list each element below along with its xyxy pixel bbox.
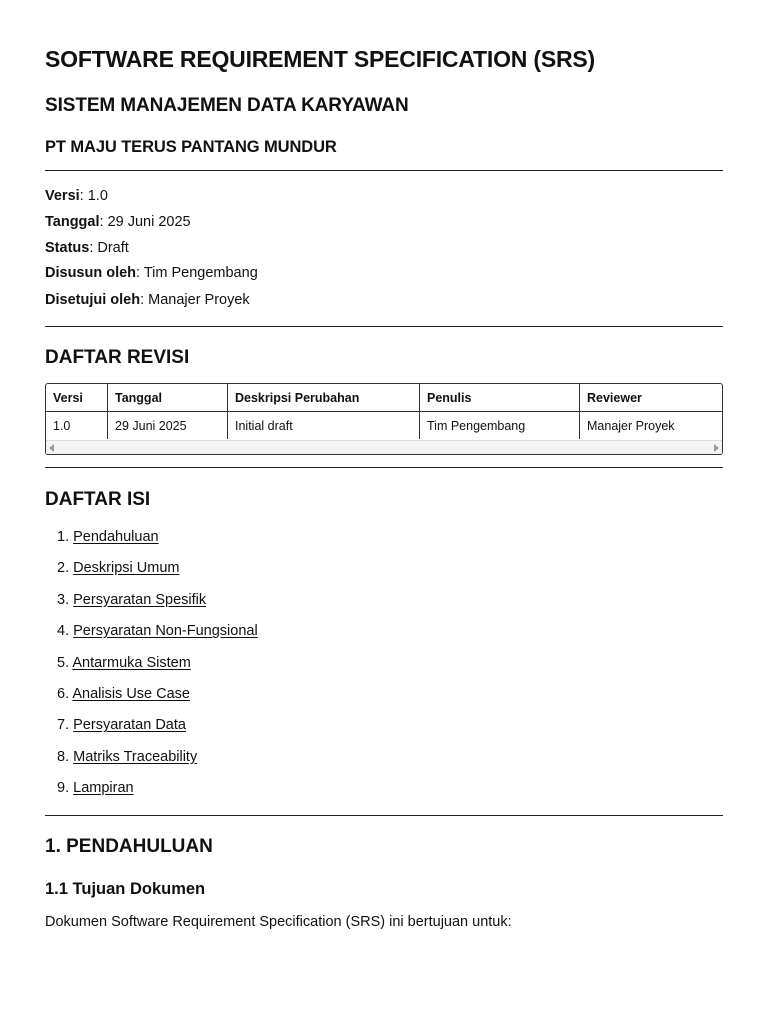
toc-link-persyaratan-spesifik[interactable]: Persyaratan Spesifik [73, 591, 207, 608]
toc-link-persyaratan-data[interactable]: Persyaratan Data [73, 717, 186, 734]
meta-label: Disusun oleh [45, 265, 137, 281]
divider [45, 467, 723, 468]
meta-value: : 29 Juni 2025 [99, 214, 191, 230]
toc-link-pendahuluan[interactable]: Pendahuluan [73, 529, 159, 545]
document-title: SOFTWARE REQUIREMENT SPECIFICATION (SRS) [45, 46, 595, 72]
toc-item [57, 590, 258, 621]
toc-link-analisis-use-case[interactable]: Analisis Use Case [72, 685, 190, 702]
toc-item [57, 684, 258, 715]
document-subtitle: SISTEM MANAJEMEN DATA KARYAWAN [45, 95, 409, 116]
meta-label: Disetujui oleh [45, 292, 141, 308]
toc-link-antarmuka-sistem[interactable]: Antarmuka Sistem [72, 654, 191, 671]
meta-label: Tanggal [45, 214, 100, 230]
horizontal-scrollbar[interactable] [46, 440, 722, 454]
table-row [46, 412, 722, 440]
toc-link-persyaratan-non-fungsional[interactable]: Persyaratan Non-Fungsional [73, 623, 258, 640]
column-header: Versi [46, 384, 108, 412]
toc-item [57, 747, 258, 778]
table-of-contents [57, 527, 258, 810]
toc-item [57, 558, 258, 589]
divider [45, 815, 723, 816]
revision-table [46, 384, 722, 439]
meta-value: : 1.0 [79, 188, 108, 204]
toc-link-lampiran[interactable]: Lampiran [73, 780, 134, 797]
toc-item [57, 527, 258, 558]
scroll-left-icon[interactable] [49, 444, 54, 452]
toc-number: 6. [57, 685, 70, 702]
divider [45, 170, 723, 171]
toc-number: 9. [57, 780, 70, 797]
paragraph: Dokumen Software Requirement Specification (SRS) ini bertujuan untuk: [45, 914, 512, 930]
meta-value: : Tim Pengembang [136, 265, 258, 281]
table-cell: Manajer Proyek [587, 418, 675, 433]
toc-number: 3. [57, 591, 70, 608]
divider [45, 326, 723, 327]
toc-heading: DAFTAR ISI [45, 489, 151, 510]
column-header: Reviewer [580, 384, 723, 412]
toc-number: 2. [57, 560, 70, 577]
scroll-right-icon[interactable] [714, 444, 719, 452]
toc-number: 1. [57, 529, 70, 545]
meta-value: : Manajer Proyek [140, 292, 250, 308]
toc-item [57, 621, 258, 652]
table-cell: 1.0 [46, 412, 108, 440]
table-cell: 29 Juni 2025 [108, 412, 228, 440]
subsection-heading: 1.1 Tujuan Dokumen [45, 880, 206, 898]
revision-heading: DAFTAR REVISI [45, 347, 190, 368]
table-cell: Initial draft [228, 412, 420, 440]
toc-link-matriks-traceability[interactable]: Matriks Traceability [73, 748, 198, 765]
toc-item [57, 653, 258, 684]
section-heading: 1. PENDAHULUAN [45, 836, 213, 857]
meta-label: Versi [45, 188, 80, 204]
meta-author [45, 263, 258, 283]
meta-version [45, 186, 108, 206]
toc-number: 5. [57, 654, 70, 671]
company-name: PT MAJU TERUS PANTANG MUNDUR [45, 138, 337, 156]
column-header: Tanggal [108, 384, 228, 412]
toc-number: 4. [57, 623, 70, 640]
meta-approver [45, 290, 250, 310]
toc-link-deskripsi-umum[interactable]: Deskripsi Umum [73, 560, 180, 577]
table-header-row [46, 384, 722, 412]
revision-table-container[interactable] [45, 383, 723, 455]
meta-status [45, 238, 129, 258]
toc-item [57, 778, 258, 809]
meta-value: : Draft [89, 240, 129, 256]
toc-item [57, 715, 258, 746]
column-header: Deskripsi Perubahan [228, 384, 420, 412]
meta-date [45, 212, 191, 232]
toc-number: 8. [57, 748, 70, 765]
column-header: Penulis [420, 384, 580, 412]
meta-label: Status [45, 240, 90, 256]
toc-number: 7. [57, 717, 70, 734]
table-cell: Tim Pengembang [420, 412, 580, 440]
